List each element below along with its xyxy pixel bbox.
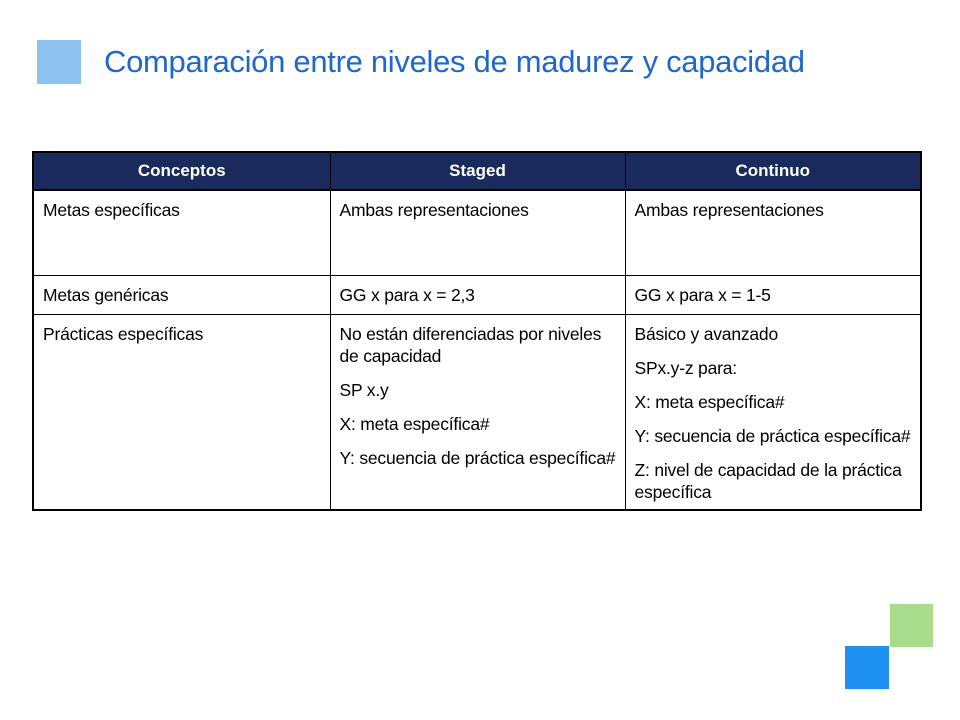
cell-text: X: meta específica# — [339, 414, 490, 434]
cell-concepto — [33, 190, 330, 276]
cell-text: GG x para x = 1-5 — [634, 285, 771, 305]
cell-continuo — [625, 276, 921, 315]
cell-text: Z: nivel de capacidad de la práctica específica — [634, 460, 902, 502]
cell-staged — [330, 190, 625, 276]
cell-staged — [330, 315, 625, 511]
decorative-green-square — [890, 604, 933, 647]
header-staged: Staged — [330, 152, 625, 190]
table-row — [33, 276, 921, 315]
comparison-table — [32, 151, 922, 511]
cell-text: GG x para x = 2,3 — [339, 285, 475, 305]
cell-text: Metas específicas — [43, 200, 180, 220]
cell-concepto — [33, 315, 330, 511]
cell-text: Básico y avanzado — [634, 324, 778, 344]
cell-text: Prácticas específicas — [43, 324, 204, 344]
cell-text: SP x.y — [339, 380, 389, 400]
decorative-blue-square — [845, 646, 889, 689]
cell-staged — [330, 276, 625, 315]
cell-text: No están diferenciadas por niveles de capacidad — [339, 324, 602, 366]
cell-continuo — [625, 190, 921, 276]
cell-text: Metas genéricas — [43, 285, 169, 305]
cell-text: SPx.y-z para: — [634, 358, 737, 378]
cell-concepto — [33, 276, 330, 315]
cell-continuo — [625, 315, 921, 511]
cell-text: Ambas representaciones — [634, 200, 824, 220]
table-row — [33, 190, 921, 276]
page-title: Comparación entre niveles de madurez y capacidad — [104, 44, 805, 79]
header-continuo: Continuo — [625, 152, 921, 190]
header-conceptos: Conceptos — [33, 152, 330, 190]
cell-text: X: meta específica# — [634, 392, 785, 412]
table-row — [33, 315, 921, 511]
cell-text: Ambas representaciones — [339, 200, 529, 220]
table-header-row — [33, 152, 921, 190]
cell-text: Y: secuencia de práctica específica# — [339, 448, 616, 468]
title-accent-square — [37, 40, 81, 84]
cell-text: Y: secuencia de práctica específica# — [634, 426, 911, 446]
